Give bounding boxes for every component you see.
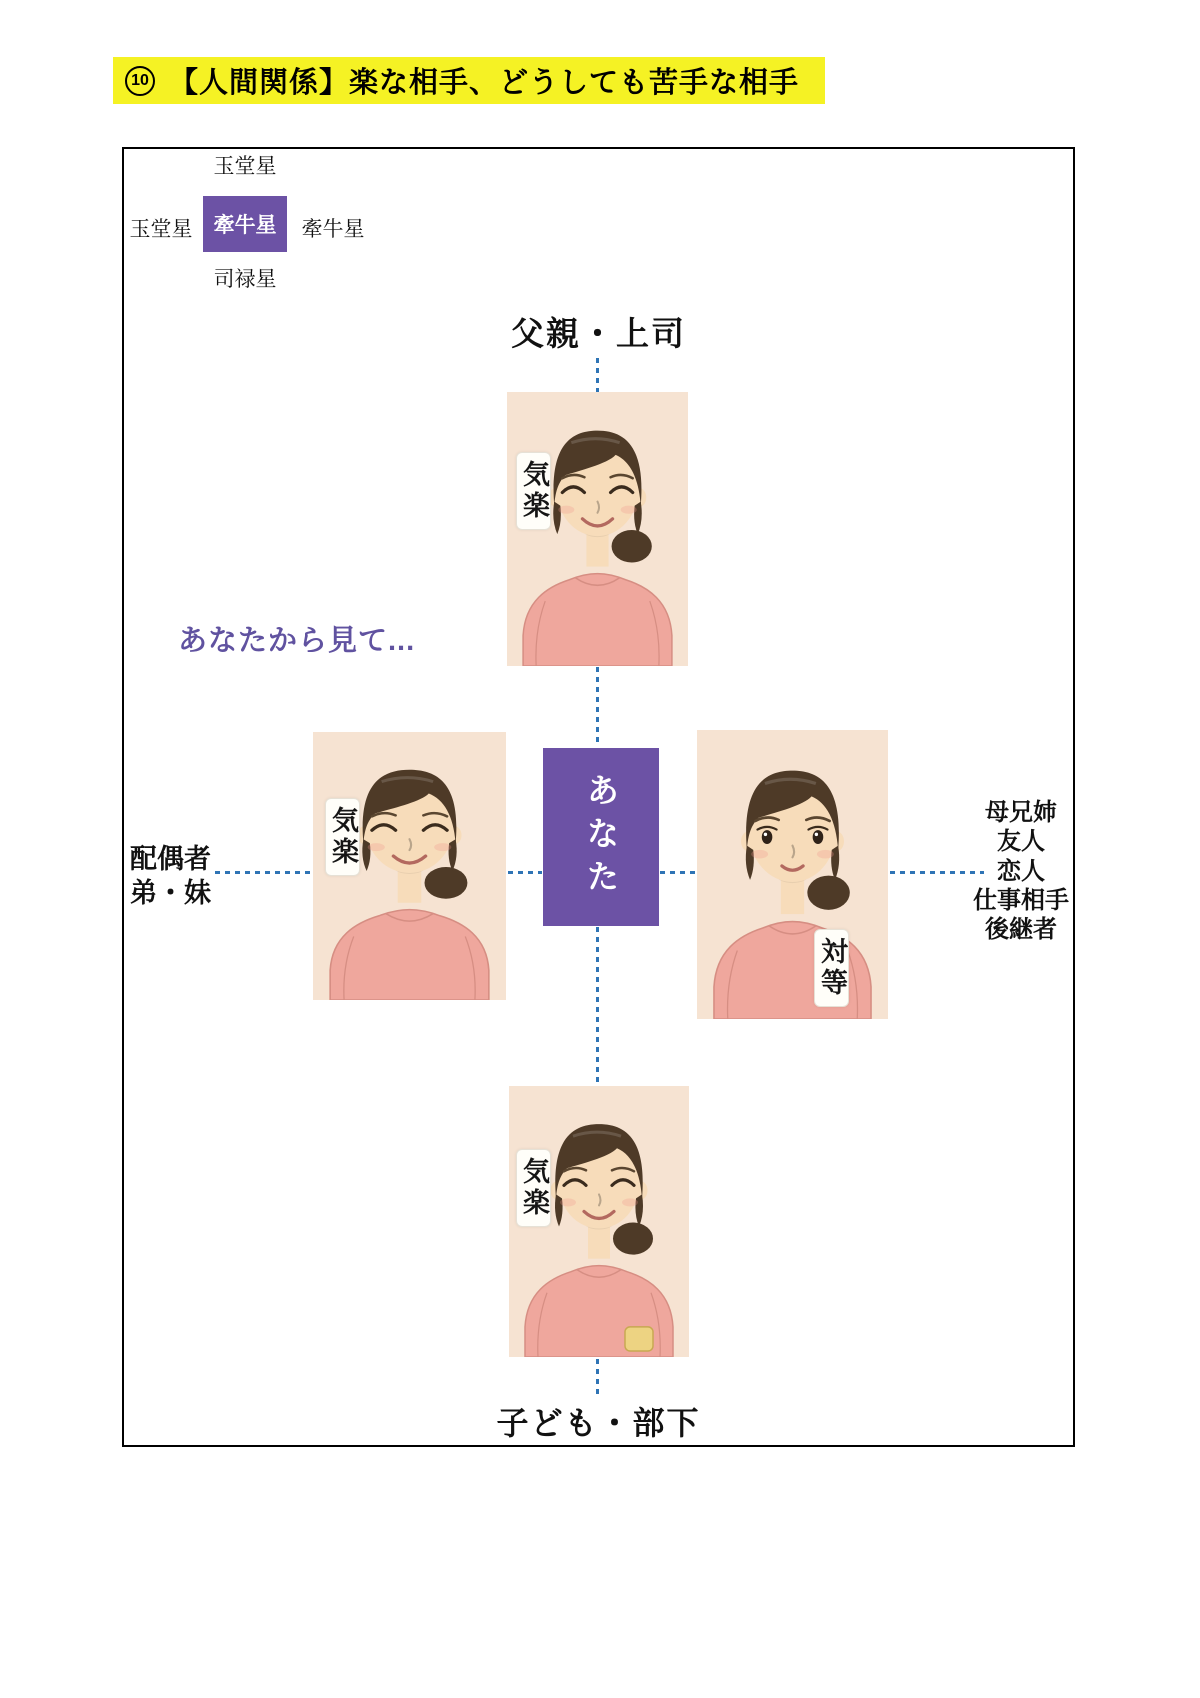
relation-tag-top: 気楽 — [516, 452, 551, 530]
relation-tag-right: 対等 — [814, 929, 849, 1007]
connector-top-label-to-portrait — [596, 358, 599, 392]
center-you-label: あなた — [582, 772, 620, 902]
label-spouse-line: 配偶者 — [130, 844, 211, 874]
viewer-note: あなたから見て... — [178, 625, 416, 657]
label-mother-siblings: 母兄姉 — [985, 799, 1057, 826]
connector-top-portrait-to-center — [596, 667, 599, 747]
label-children-subordinates: 子ども・部下 — [496, 1405, 701, 1441]
label-lover: 恋人 — [997, 857, 1045, 885]
star-chart-bottom: 司禄星 — [213, 268, 277, 291]
connector-left-portrait-to-center — [508, 871, 542, 874]
star-chart-right: 牽牛星 — [301, 218, 365, 241]
connector-left-label-to-portrait — [215, 871, 311, 874]
connector-right-portrait-to-label — [890, 871, 984, 874]
label-siblings-line: 弟・妹 — [130, 877, 211, 908]
connector-center-to-right-portrait — [660, 871, 696, 874]
star-chart-center-highlight: 牽牛星 — [203, 196, 287, 252]
center-you-box — [543, 748, 659, 926]
title-bar — [113, 57, 825, 104]
connector-center-to-bottom-portrait — [596, 927, 599, 1085]
label-successor: 後継者 — [985, 916, 1057, 944]
relation-tag-bottom: 気楽 — [516, 1149, 551, 1227]
label-friends: 友人 — [997, 828, 1045, 856]
relation-tag-left: 気楽 — [325, 798, 360, 876]
label-father-boss: 父親・上司 — [511, 315, 686, 352]
star-chart-top: 玉堂星 — [213, 155, 277, 178]
portrait-right-group — [697, 730, 888, 1019]
connector-bottom-portrait-to-label — [596, 1359, 599, 1395]
star-chart-left: 玉堂星 — [129, 218, 193, 241]
title-number-badge: 10 — [125, 66, 155, 96]
page-title: 【人間関係】楽な相手、どうしても苦手な相手 — [169, 67, 800, 99]
label-spouse-siblings — [130, 843, 211, 911]
label-work-partner: 仕事相手 — [973, 886, 1069, 914]
